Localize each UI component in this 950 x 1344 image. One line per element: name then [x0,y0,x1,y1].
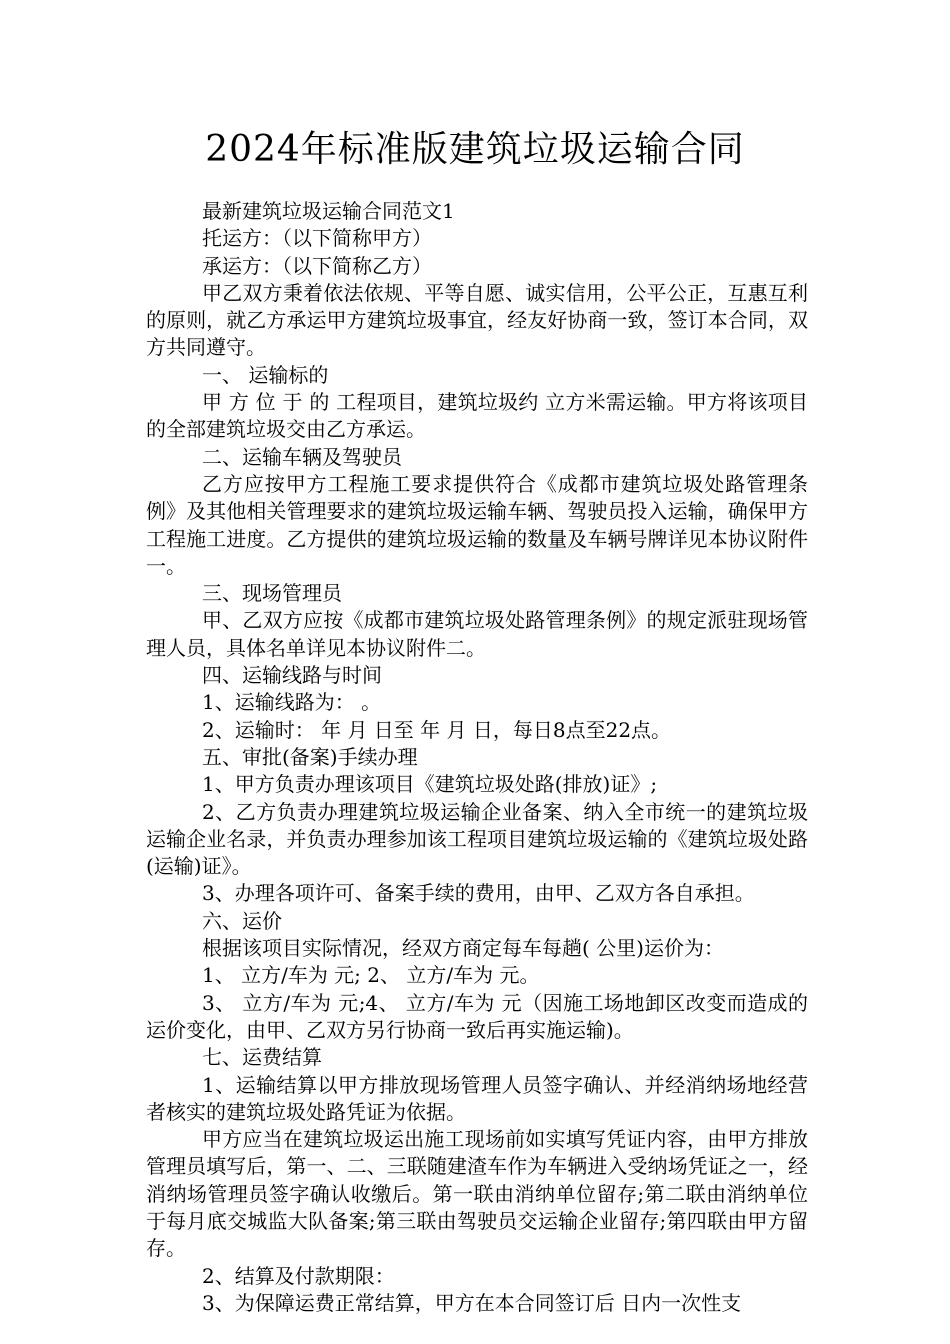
paragraph-approval-2: 2、乙方负责办理建筑垃圾运输企业备案、纳入全市统一的建筑垃圾运输企业名录，并负责办理参加该工程项目建筑垃圾运输的《建筑垃圾处路(运输)证》。 [146,799,808,879]
section-heading-3: 三、现场管理员 [202,581,342,606]
paragraph-section-3: 甲、乙双方应按《成都市建筑垃圾处路管理条例》的规定派驻现场管理人员，具体名单详见本协议附件二。 [146,608,808,660]
paragraph-settlement-voucher: 甲方应当在建筑垃圾运出施工现场前如实填写凭证内容，由甲方排放管理员填写后，第一、二、三联随建渣车作为车辆进入受纳场凭证之一，经消纳场管理员签字确认收缴后。第一联由消纳单位留存;第二联由消纳单位于每月底交城监大队备案;第三联由驾驶员交运输企业留存;第四联由甲方留存。 [146,1127,808,1261]
paragraph-carrier: 承运方：（以下简称乙方） [202,253,432,278]
paragraph-price-1: 1、 立方/车为 元; 2、 立方/车为 元。 [202,963,540,988]
paragraph-settlement-1: 1、运输结算以甲方排放现场管理人员签字确认、并经消纳场地经营者核实的建筑垃圾处路凭证为依据。 [146,1072,808,1124]
section-heading-6: 六、运价 [202,908,282,933]
paragraph-settlement-3: 3、为保障运费正常结算，甲方在本合同签订后 日内一次性支 [202,1290,742,1315]
paragraph-subtitle: 最新建筑垃圾运输合同范文1 [202,199,455,223]
paragraph-approval-3: 3、办理各项许可、备案手续的费用，由甲、乙双方各自承担。 [202,881,755,906]
document-body [146,198,808,1317]
paragraph-shipper: 托运方：（以下简称甲方） [202,226,432,251]
section-heading-4: 四、运输线路与时间 [202,663,382,688]
paragraph-section-1: 甲 方 位 于 的 工程项目，建筑垃圾约 立方米需运输。甲方将该项目的全部建筑垃圾交由乙方承运。 [146,390,808,442]
section-heading-5: 五、审批(备案)手续办理 [202,744,418,769]
paragraph-section-2: 乙方应按甲方工程施工要求提供符合《成都市建筑垃圾处路管理条例》及其他相关管理要求的建筑垃圾运输车辆、驾驶员投入运输，确保甲方工程施工进度。乙方提供的建筑垃圾运输的数量及车辆号牌详见本协议附件一。 [146,471,808,578]
paragraph-settlement-2: 2、结算及付款期限： [202,1263,395,1288]
document-title: 2024年标准版建筑垃圾运输合同 [205,129,745,170]
paragraph-approval-1: 1、甲方负责办理该项目《建筑垃圾处路(排放)证》; [202,772,658,797]
section-heading-7: 七、运费结算 [202,1045,322,1070]
paragraph-route: 1、运输线路为： 。 [202,690,382,715]
section-heading-1: 一、 运输标的 [202,362,329,387]
section-heading-2: 二、运输车辆及驾驶员 [202,444,402,469]
paragraph-price-2: 3、 立方/车为 元;4、 立方/车为 元（因施工场地卸区改变而造成的运价变化，由甲、乙双方另行协商一致后再实施运输)。 [146,990,808,1042]
paragraph-time: 2、运输时： 年 月 日至 年 月 日，每日8点至22点。 [202,717,672,742]
paragraph-price-intro: 根据该项目实际情况，经双方商定每车每趟( 公里)运价为： [202,936,724,961]
paragraph-preamble: 甲乙双方秉着依法依规、平等自愿、诚实信用，公平公正，互惠互利的原则，就乙方承运甲方建筑垃圾事宜，经友好协商一致，签订本合同，双方共同遵守。 [146,280,808,360]
